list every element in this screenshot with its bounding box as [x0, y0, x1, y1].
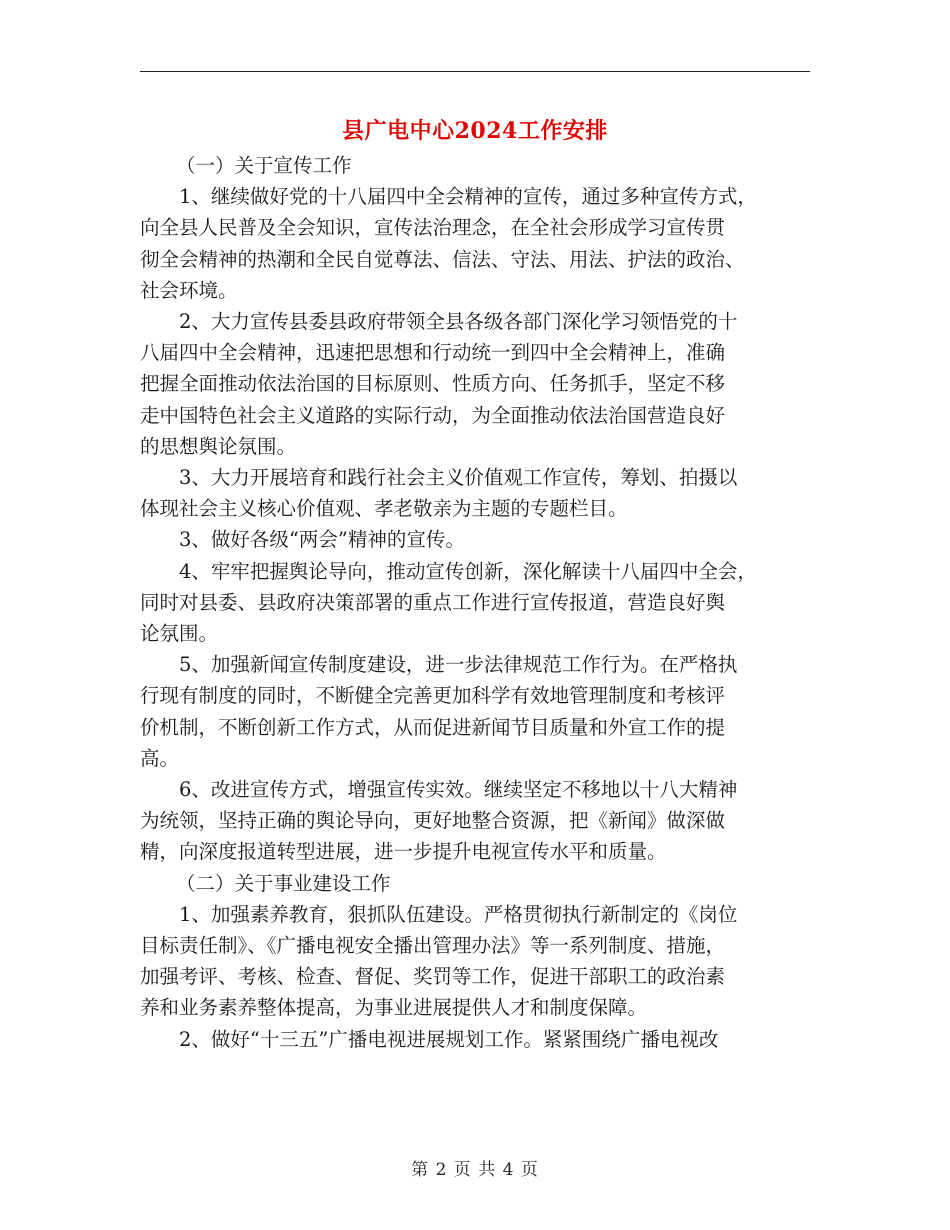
paragraph	[140, 181, 820, 306]
paragraph-line: 3、大力开展培育和践行社会主义价值观工作宣传，筹划、拍摄以	[179, 466, 738, 490]
header-rule	[140, 71, 810, 72]
paragraph-line: 精，向深度报道转型进展，进一步提升电视宣传水平和质量。	[140, 840, 667, 864]
paragraph-line: 体现社会主义核心价值观、孝老敬亲为主题的专题栏目。	[140, 497, 628, 521]
paragraph-line: 彻全会精神的热潮和全民自觉尊法、信法、守法、用法、护法的政治、	[140, 247, 745, 271]
paragraph-line: 走中国特色社会主义道路的实际行动，为全面推动依法治国营造良好	[140, 403, 726, 427]
paragraph-line: 同时对县委、县政府决策部署的重点工作进行宣传报道，营造良好舆	[140, 590, 726, 614]
document-body	[140, 150, 820, 1055]
section-heading-text: （一）关于宣传工作	[176, 154, 352, 177]
page-number-footer: 第 2 页 共 4 页	[411, 1160, 539, 1180]
paragraph-line: 目标责任制》、《广播电视安全播出管理办法》等一系列制度、措施，	[140, 934, 726, 958]
paragraph-line: 高。	[140, 746, 180, 770]
section-heading-text: （二）关于事业建设工作	[176, 871, 391, 895]
paragraph-line: 1、加强素养教育，狠抓队伍建设。严格贯彻执行新制定的《岗位	[179, 902, 738, 926]
paragraph	[140, 649, 820, 774]
paragraph	[140, 1024, 820, 1055]
paragraph-line: 价机制，不断创新工作方式，从而促进新闻节目质量和外宣工作的提	[140, 715, 726, 739]
paragraph	[140, 899, 820, 1024]
paragraph-line: 1、继续做好党的十八届四中全会精神的宣传，通过多种宣传方式，	[179, 185, 757, 209]
paragraph-line: 的思想舆论氛围。	[140, 434, 297, 458]
paragraph-line: 6、改进宣传方式，增强宣传实效。继续坚定不移地以十八大精神	[179, 778, 738, 802]
paragraph	[140, 556, 820, 650]
paragraph-line: 4、牢牢把握舆论导向，推动宣传创新，深化解读十八届四中全会，	[179, 559, 757, 583]
paragraph-line: 养和业务素养整体提高，为事业进展提供人才和制度保障。	[140, 996, 648, 1020]
section-heading-publicity	[140, 150, 820, 181]
paragraph-line: 把握全面推动依法治国的目标原则、性质方向、任务抓手，坚定不移	[140, 372, 726, 396]
paragraph-line: 为统领，坚持正确的舆论导向，更好地整合资源，把《新闻》做深做	[140, 809, 726, 833]
paragraph-line: 论氛围。	[140, 622, 219, 646]
document-title: 县广电中心2024工作安排	[342, 118, 608, 144]
paragraph-line: 行现有制度的同时，不断健全完善更加科学有效地管理制度和考核评	[140, 684, 726, 708]
paragraph-line: 加强考评、考核、检查、督促、奖罚等工作，促进干部职工的政治素	[140, 965, 726, 989]
paragraph-line: 3、做好各级“两会”精神的宣传。	[179, 528, 465, 552]
paragraph	[140, 774, 820, 868]
paragraph-line: 2、做好“十三五”广播电视进展规划工作。紧紧围绕广播电视改	[179, 1027, 719, 1051]
paragraph-line: 向全县人民普及全会知识，宣传法治理念，在全社会形成学习宣传贯	[140, 216, 726, 240]
paragraph	[140, 306, 820, 462]
paragraph-line: 2、大力宣传县委县政府带领全县各级各部门深化学习领悟党的十	[179, 310, 738, 334]
paragraph-line: 社会环境。	[140, 278, 238, 302]
section-heading-construction	[140, 868, 820, 899]
paragraph	[140, 462, 820, 524]
paragraph-line: 5、加强新闻宣传制度建设，进一步法律规范工作行为。在严格执	[179, 653, 738, 677]
paragraph	[140, 524, 820, 555]
paragraph-line: 八届四中全会精神，迅速把思想和行动统一到四中全会精神上，准确	[140, 341, 726, 365]
